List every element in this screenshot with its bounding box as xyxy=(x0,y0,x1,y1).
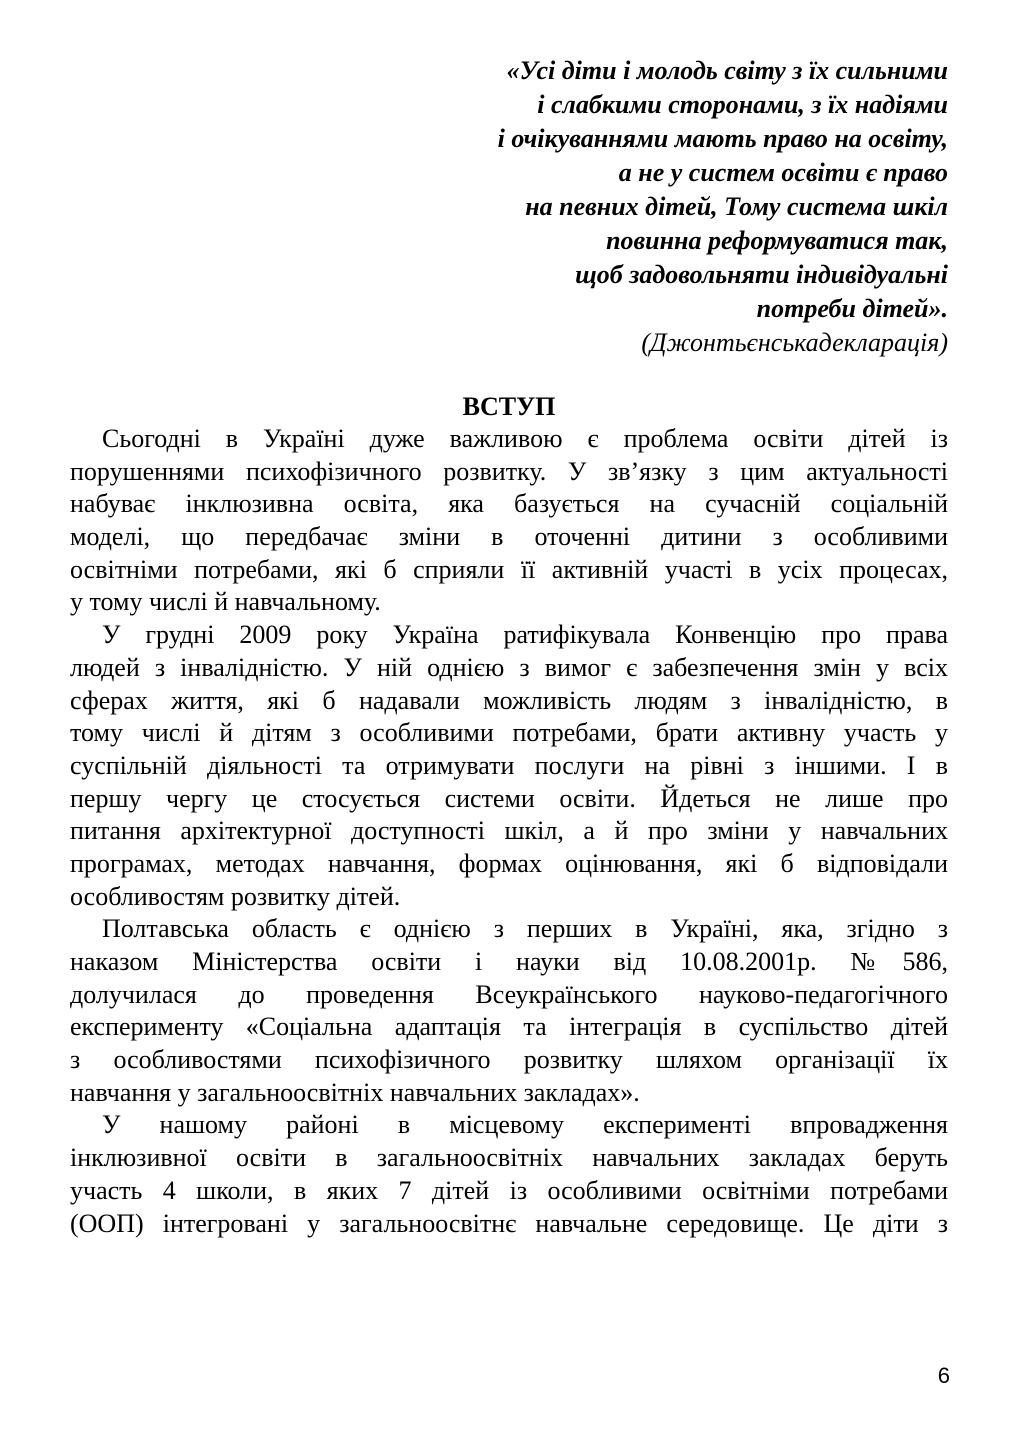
text-line: моделі, що передбачає зміни в оточенні дитини з особливими xyxy=(70,522,948,552)
text-line: навчання у загальноосвітніх навчальних закладах». xyxy=(70,1077,640,1107)
text-line: програмах, методах навчання, формах оцінювання, які б відповідали xyxy=(70,848,948,878)
text-line: питання архітектурної доступності шкіл, а й про зміни у навчальних xyxy=(70,816,948,846)
text-line: Полтавська область є однією з перших в Україні, яка, згідно з xyxy=(102,914,948,944)
body-text xyxy=(70,423,948,1240)
text-line: особливостям розвитку дітей. xyxy=(70,881,401,911)
text-line: Сьогодні в Україні дуже важливою є проблема освіти дітей із xyxy=(102,424,948,453)
epigraph-line: а не у систем освіти є право xyxy=(618,158,948,187)
text-line: експерименту «Соціальна адаптація та інтеграція в суспільство дітей xyxy=(70,1012,948,1042)
text-line: тому числі й дітям з особливими потребами, брати активну участь у xyxy=(70,718,948,748)
epigraph-line: на певних дітей, Тому система шкіл xyxy=(525,192,948,221)
text-line: (ООП) інтегровані у загальноосвітнє навчальне середовище. Це діти з xyxy=(70,1208,948,1238)
text-line: у тому числі й навчальному. xyxy=(70,587,381,617)
text-line: участь 4 школи, в яких 7 дітей із особливими освітніми потребами xyxy=(70,1175,948,1205)
text-line: У грудні 2009 року Україна ратифікувала Конвенцію про права xyxy=(102,620,948,650)
text-line: першу чергу це стосується системи освіти. Йдеться не лише про xyxy=(70,783,948,813)
paragraph xyxy=(70,913,948,1109)
epigraph-line: і слабкими сторонами, з їх надіями xyxy=(537,90,948,119)
text-line: набуває інклюзивна освіта, яка базується на сучасній соціальній xyxy=(70,489,948,519)
epigraph-line: повинна реформуватися так, xyxy=(606,226,948,255)
text-line: інклюзивної освіти в загальноосвітніх навчальних закладах беруть xyxy=(70,1143,948,1173)
epigraph-line: «Усі діти і молодь світу з їх сильними xyxy=(506,56,948,85)
paragraph xyxy=(70,423,948,619)
epigraph-line: і очікуваннями мають право на освіту, xyxy=(497,124,948,153)
text-line: людей з інвалідністю. У ній однією з вимог є забезпечення змін у всіх xyxy=(70,652,948,682)
section-heading: ВСТУП xyxy=(462,392,556,421)
epigraph-source: (Джонтьєнськадекларація) xyxy=(641,328,948,357)
epigraph-line: потреби дітей». xyxy=(756,294,948,323)
paragraph xyxy=(70,619,948,913)
text-line: порушеннями психофізичного розвитку. У зв’язку з цим актуальності xyxy=(70,456,948,486)
text-line: сферах життя, які б надавали можливість людям з інвалідністю, в xyxy=(70,685,948,715)
epigraph-line: щоб задовольняти індивідуальні xyxy=(575,260,948,289)
text-line: з особливостями психофізичного розвитку шляхом організації їх xyxy=(70,1045,948,1075)
text-line: освітніми потребами, які б сприяли її активній участі в усіх процесах, xyxy=(70,554,948,584)
text-line: наказом Міністерства освіти і науки від 10.08.2001р. №586, xyxy=(70,947,948,976)
epigraph xyxy=(308,54,948,360)
text-line: долучилася до проведення Всеукраїнського науково-педагогічного xyxy=(70,979,948,1009)
text-line: суспільній діяльності та отримувати послуги на рівні з іншими. І в xyxy=(70,750,948,780)
text-line: У нашому районі в місцевому експерименті впровадження xyxy=(102,1110,948,1140)
paragraph xyxy=(70,1109,948,1240)
page-number: 6 xyxy=(937,1363,950,1388)
